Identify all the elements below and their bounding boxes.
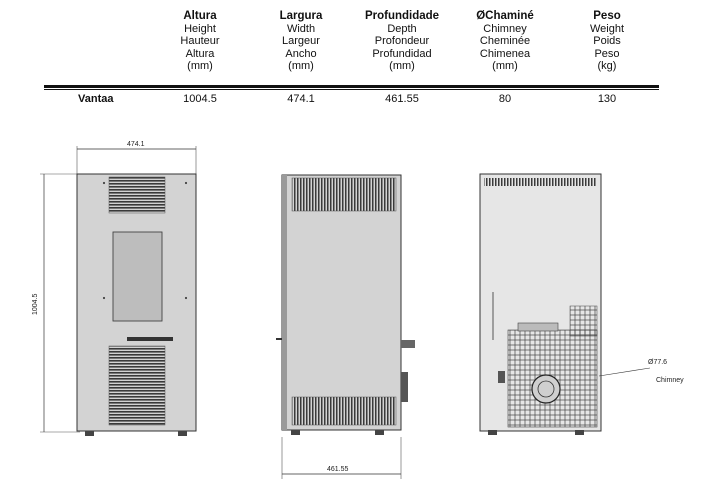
front-view (32, 141, 196, 436)
column-title: Altura (183, 10, 217, 22)
column-label: Ancho (285, 47, 317, 60)
value-weight: 130 (597, 93, 617, 105)
column-label: Width (286, 22, 316, 35)
value-depth: 461.55 (385, 93, 419, 105)
column-label: Chimenea (479, 47, 531, 60)
column-unit: (mm) (288, 60, 314, 72)
column-unit: (mm) (492, 60, 518, 72)
column-label: Peso (594, 47, 620, 60)
column-unit: (mm) (187, 60, 213, 72)
value-width: 474.1 (287, 93, 315, 105)
column-title: Profundidade (364, 10, 440, 22)
column-title: ØChaminé (476, 10, 534, 22)
front-width-dimension: 474.1 (127, 141, 145, 148)
value-height: 1004.5 (183, 93, 217, 105)
column-unit: (mm) (389, 60, 415, 72)
column-label: Altura (185, 47, 215, 60)
rear-view (480, 174, 684, 435)
front-height-dimension: 1004.5 (32, 293, 39, 315)
column-label: Poids (593, 35, 621, 47)
column-label: Profondeur (374, 35, 430, 47)
column-label: Chimney (483, 22, 527, 35)
side-depth-dimension: 461.55 (327, 466, 349, 473)
column-unit: (kg) (597, 60, 617, 72)
column-label: Height (184, 22, 216, 35)
column-label: Largeur (282, 35, 320, 47)
column-label: Weight (589, 22, 625, 35)
side-view (276, 175, 415, 479)
column-title: Largura (279, 10, 323, 22)
value-chimney: 80 (498, 93, 512, 105)
column-label: Depth (387, 22, 417, 35)
column-label: Cheminée (479, 35, 531, 47)
column-title: Peso (593, 10, 621, 22)
chimney-label: Chimney (656, 377, 684, 384)
model-name: Vantaa (78, 93, 114, 105)
column-label: Hauteur (180, 35, 220, 47)
column-label: Profundidad (372, 47, 432, 60)
chimney-diameter-label: Ø77.6 (648, 359, 668, 366)
